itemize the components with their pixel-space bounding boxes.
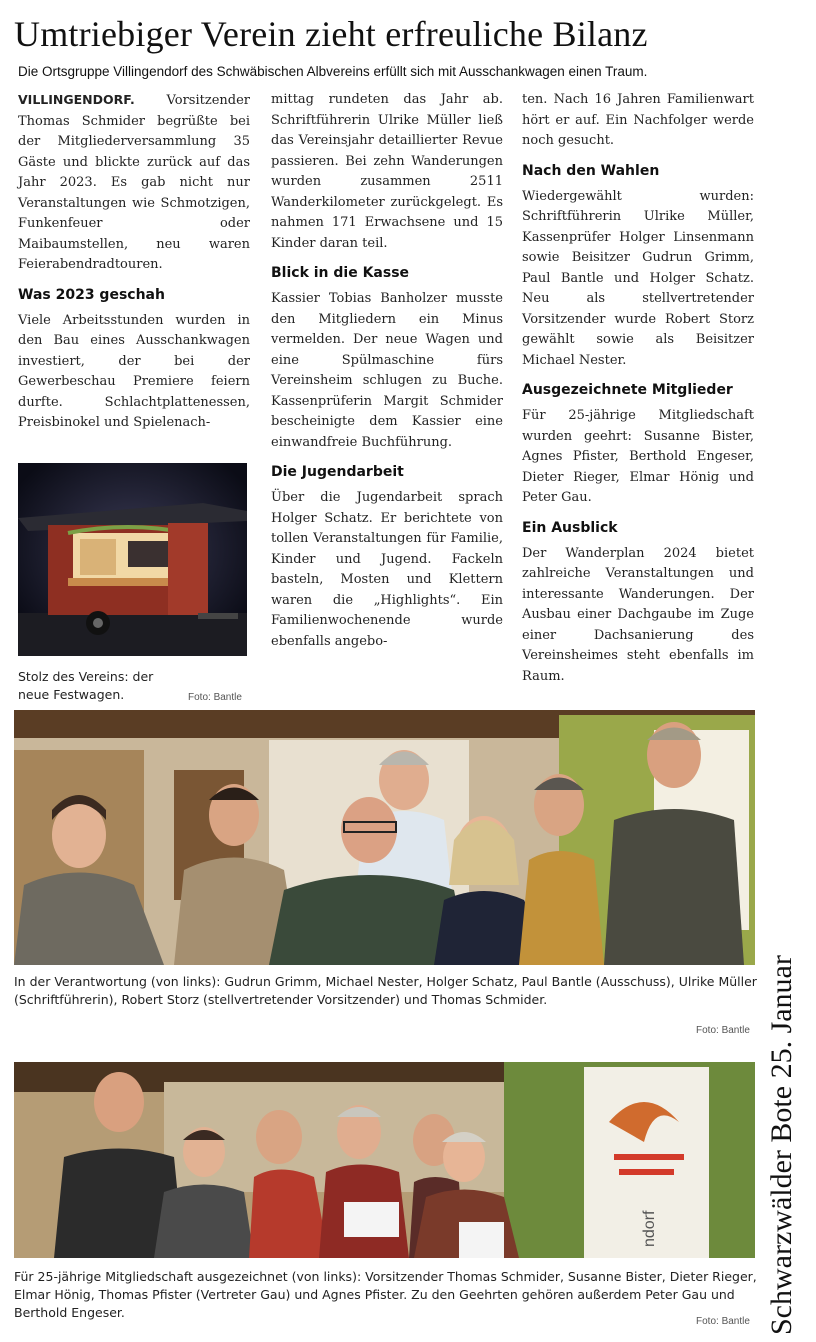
paragraph-wahlen: Wiedergewählt wurden: Schriftführerin Ulrike Müller, Kassenprüfer Holger Linsenmann sowie Beisitzer Gudrun Grimm, Paul Bantle und Holger Schatz. Neu als stellvertretender Vorsitzender wurde Robert Storz gewählt sowie als Beisitzer Michael Nester.	[522, 188, 754, 368]
article-column-3	[522, 90, 754, 687]
subheading-ausblick: Ein Ausblick	[522, 519, 618, 536]
honorees-group-illustration	[14, 1062, 755, 1258]
vorstand-group-illustration	[14, 710, 755, 965]
paragraph-familienwart: ten. Nach 16 Jahren Familienwart hört er auf. Ein Nachfolger werde noch gesucht.	[522, 92, 754, 148]
article-column-1	[18, 90, 250, 434]
photo-festwagen	[18, 463, 247, 656]
subheading-2023: Was 2023 geschah	[18, 286, 165, 303]
intro-text: Vorsitzender Thomas Schmider begrüßte bei der Mitgliederversammlung 35 Gäste und blickte zurück auf das Jahr 2023. Es gab nicht nur Veranstaltungen wie Schmotzigen, Funkenfeuer oder Maibaumstellen, neu waren Feierabendradtouren.	[18, 93, 250, 272]
paragraph-2023: Viele Arbeitsstunden wurden in den Bau eines Ausschankwagen investiert, der bei der Gewerbeschau Premiere feiern durfte. Schlachtplattenessen, Preisbinokel und Spielenach-	[18, 312, 250, 430]
paragraph-year-review: mittag rundeten das Jahr ab. Schriftführerin Ulrike Müller ließ das Vereinsjahr detaillierter Revue passieren. Bei zehn Wanderungen wurden zusammen 2511 Wanderkilometer zurückgelegt. Es nahmen 171 Erwachsene und 15 Kinder daran teil.	[271, 92, 503, 251]
credit-festwagen: Foto: Bantle	[188, 692, 242, 703]
banner-text: ndorf	[641, 1210, 658, 1247]
photo-honorees-group	[14, 1062, 755, 1258]
source-label: Schwarzwälder Bote 25. Januar	[765, 955, 798, 1335]
caption-festwagen: Stolz des Vereins: der neue Festwagen.	[18, 669, 154, 702]
headline: Umtriebiger Verein zieht erfreuliche Bilanz	[14, 14, 648, 54]
paragraph-mitglieder: Für 25-jährige Mitgliedschaft wurden geehrt: Susanne Bister, Agnes Pfister, Berthold Engeser, Dieter Rieger, Elmar Hönig und Peter Gau.	[522, 408, 754, 505]
festwagen-illustration	[18, 463, 247, 656]
photo-vorstand-group	[14, 710, 755, 965]
dateline: VILLINGENDORF.	[18, 92, 135, 107]
paragraph-intro	[18, 90, 250, 276]
credit-vorstand-group: Foto: Bantle	[696, 1025, 750, 1036]
subheading-mitglieder: Ausgezeichnete Mitglieder	[522, 382, 733, 398]
article-column-2	[271, 90, 503, 652]
subheading-wahlen: Nach den Wahlen	[522, 162, 660, 179]
credit-honorees-group: Foto: Bantle	[696, 1316, 750, 1327]
paragraph-kasse: Kassier Tobias Banholzer musste den Mitgliedern ein Minus vermelden. Der neue Wagen und eine Spülmaschine fürs Vereinsheim schlugen zu Buche. Kassenprüferin Margit Schmider bescheinigte dem Kassier eine einwandfreie Buchführung.	[271, 291, 503, 450]
caption-vorstand-group: In der Verantwortung (von links): Gudrun Grimm, Michael Nester, Holger Schatz, Paul Bantle (Ausschuss), Ulrike Müller (Schriftführerin), Robert Storz (stellvertretender Vorsitzender) und Thomas Schmider.	[14, 974, 757, 1007]
paragraph-ausblick: Der Wanderplan 2024 bietet zahlreiche Veranstaltungen und interessante Wanderungen. Der Ausbau einer Dachgaube im Zuge einer Dachsanierung des Vereinsheimes steht ebenfalls im Raum.	[522, 545, 754, 684]
subheadline: Die Ortsgruppe Villingendorf des Schwäbischen Albvereins erfüllt sich mit Ausschankwagen einen Traum.	[18, 64, 648, 79]
paragraph-jugend: Über die Jugendarbeit sprach Holger Schatz. Er berichtete von tollen Veranstaltungen für Familie, Kinder und Jugend. Fackeln basteln, Mosten und Klettern waren die „Highlights“. Ein Familienwochenende wurde ebenfalls angebo-	[271, 490, 503, 649]
subheading-kasse: Blick in die Kasse	[271, 265, 410, 281]
subheading-jugend: Die Jugendarbeit	[271, 464, 404, 480]
caption-honorees-group: Für 25-jährige Mitgliedschaft ausgezeichnet (von links): Vorsitzender Thomas Schmider, Susanne Bister, Dieter Rieger, Elmar Hönig, Thomas Pfister (Vertreter Gau) und Agnes Pfister. Zu den Geehrten gehören außerdem Peter Gau und Berthold Engeser.	[14, 1269, 757, 1320]
